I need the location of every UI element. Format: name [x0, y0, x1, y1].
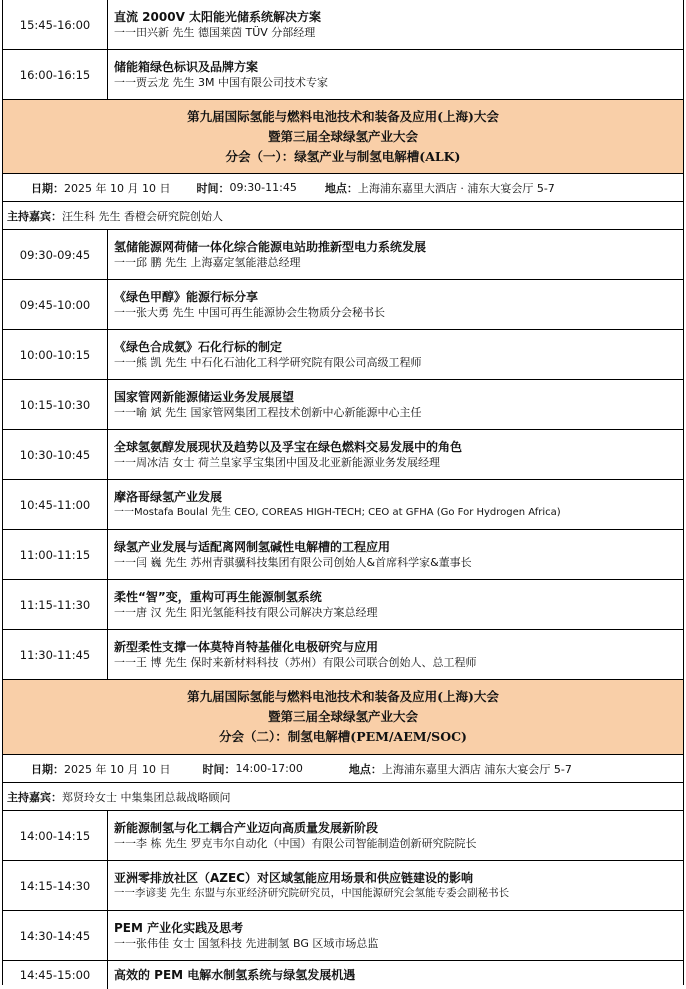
- agenda-row: [3, 480, 683, 530]
- agenda-row: [3, 911, 683, 961]
- host-value: 郑贤玲女士 中集集团总裁战略顾问: [62, 790, 231, 804]
- conference-title: 第九届国际氢能与燃料电池技术和装备及应用(上海)大会: [187, 689, 499, 704]
- speaker-info: 一一邱 鹏 先生 上海嘉定氢能港总经理: [114, 256, 301, 269]
- session-title: 分会（二）：制氢电解槽(PEM/AEM/SOC): [219, 729, 467, 744]
- content-cell: [108, 630, 683, 679]
- talk-title: 《绿色甲醇》能源行标分享: [114, 290, 259, 304]
- agenda-row: [3, 330, 683, 380]
- time-value: 09:30-11:45: [229, 181, 297, 194]
- content-cell: [108, 280, 683, 329]
- talk-title: 《绿色合成氨》石化行标的制定: [114, 340, 283, 354]
- table-frame: [2, 0, 684, 985]
- host-value: 汪生科 先生 香橙会研究院创始人: [62, 209, 223, 223]
- talk-title: PEM 产业化实践及思考: [114, 921, 244, 935]
- talk-title: 柔性“智”变，重构可再生能源制氢系统: [114, 590, 322, 604]
- agenda-row: [3, 0, 683, 50]
- content-cell: [108, 861, 683, 910]
- time-cell: 14:45-15:00: [3, 961, 108, 989]
- agenda-row: [3, 630, 683, 680]
- session-info: [3, 755, 683, 783]
- talk-title: 全球氢氨醇发展现状及趋势以及孚宝在绿色燃料交易发展中的角色: [114, 440, 463, 454]
- time-cell: 14:30-14:45: [3, 911, 108, 960]
- talk-title: 绿氢产业发展与适配离网制氢碱性电解槽的工程应用: [114, 540, 391, 554]
- time-cell: 14:00-14:15: [3, 811, 108, 860]
- content-cell: [108, 480, 683, 529]
- time-cell: 15:45-16:00: [3, 0, 108, 49]
- place-value: 上海浦东嘉里大酒店 · 浦东大宴会厅 5-7: [357, 181, 555, 195]
- content-cell: [108, 0, 683, 49]
- content-cell: [108, 50, 683, 99]
- conference-subtitle: 暨第三届全球绿氢产业大会: [267, 128, 418, 144]
- time-cell: 10:30-10:45: [3, 430, 108, 479]
- host-label: 主持嘉宾：: [7, 209, 62, 223]
- host-row: [3, 783, 683, 811]
- agenda-row: [3, 530, 683, 580]
- place-label: 地点：: [348, 762, 382, 776]
- time-cell: 16:00-16:15: [3, 50, 108, 99]
- date-value: 2025 年 10 月 10 日: [64, 181, 171, 195]
- content-cell: [108, 811, 683, 860]
- speaker-info: 一一王 博 先生 保时来新材料科技（苏州）有限公司联合创始人、总工程师: [114, 656, 477, 669]
- agenda-row: [3, 580, 683, 630]
- time-cell: 14:15-14:30: [3, 861, 108, 910]
- conference-title: 第九届国际氢能与燃料电池技术和装备及应用(上海)大会: [187, 108, 499, 124]
- agenda-row: [3, 230, 683, 280]
- time-cell: 09:30-09:45: [3, 230, 108, 279]
- host-row: [3, 202, 683, 230]
- agenda-row: [3, 430, 683, 480]
- content-cell: [108, 430, 683, 479]
- talk-title: 直流 2000V 太阳能光储系统解决方案: [114, 10, 322, 24]
- session-title: 分会（一）：绿氢产业与制氢电解槽(ALK): [225, 148, 461, 164]
- talk-title: 摩洛哥绿氢产业发展: [114, 490, 223, 504]
- content-cell: [108, 580, 683, 629]
- place-value: 上海浦东嘉里大酒店 浦东大宴会厅 5-7: [381, 762, 572, 776]
- time-cell: 11:30-11:45: [3, 630, 108, 679]
- time-cell: 09:45-10:00: [3, 280, 108, 329]
- content-cell: [108, 911, 683, 960]
- time-label: 时间：: [196, 181, 230, 195]
- speaker-info: 一一张大勇 先生 中国可再生能源协会生物质分会秘书长: [114, 306, 385, 319]
- talk-title: 国家管网新能源储运业务发展展望: [114, 390, 295, 404]
- time-cell: 11:00-11:15: [3, 530, 108, 579]
- talk-title: 储能箱绿色标识及品牌方案: [114, 60, 259, 74]
- time-label: 时间：: [202, 762, 236, 776]
- agenda-row: [3, 811, 683, 861]
- speaker-info: 一一喻 斌 先生 国家管网集团工程技术创新中心新能源中心主任: [114, 406, 422, 419]
- agenda-row: [3, 50, 683, 100]
- date-value: 2025 年 10 月 10 日: [64, 762, 171, 776]
- speaker-info: 一一田兴新 先生 德国莱茵 TÜV 分部经理: [114, 26, 316, 39]
- time-cell: 10:00-10:15: [3, 330, 108, 379]
- content-cell: [108, 530, 683, 579]
- time-value: 14:00-17:00: [235, 762, 303, 775]
- time-cell: 10:15-10:30: [3, 380, 108, 429]
- time-cell: 11:15-11:30: [3, 580, 108, 629]
- talk-title: 新型柔性支撑一体莫特肖特基催化电极研究与应用: [114, 640, 379, 654]
- speaker-info: 一一李谚斐 先生 东盟与东亚经济研究院研究员，中国能源研究会氢能专委会副秘书长: [114, 887, 510, 899]
- session-info: [3, 174, 683, 202]
- speaker-info: 一一张伟佳 女士 国氢科技 先进制氢 BG 区域市场总监: [114, 937, 379, 950]
- place-label: 地点：: [324, 181, 358, 195]
- content-cell: [108, 330, 683, 379]
- talk-title: 新能源制氢与化工耦合产业迈向高质量发展新阶段: [114, 821, 379, 835]
- content-cell: [108, 380, 683, 429]
- talk-title: 高效的 PEM 电解水制氢系统与绿氢发展机遇: [114, 968, 356, 982]
- session-header: [3, 680, 683, 755]
- speaker-info: 一一贾云龙 先生 3M 中国有限公司技术专家: [114, 76, 328, 89]
- speaker-info: 一一李 栋 先生 罗克韦尔自动化（中国）有限公司智能制造创新研究院院长: [114, 837, 477, 850]
- agenda-row: [3, 380, 683, 430]
- conference-subtitle: 暨第三届全球绿氢产业大会: [267, 709, 418, 724]
- date-label: 日期：: [31, 762, 64, 776]
- talk-title: 亚洲零排放社区（AZEC）对区域氢能应用场景和供应链建设的影响: [114, 871, 473, 885]
- content-cell: [108, 230, 683, 279]
- speaker-info: 一一周冰洁 女士 荷兰皇家孚宝集团中国及北亚新能源业务发展经理: [114, 456, 440, 469]
- speaker-info: 一一唐 汉 先生 阳光氢能科技有限公司解决方案总经理: [114, 606, 378, 619]
- agenda-row: [3, 280, 683, 330]
- time-cell: 10:45-11:00: [3, 480, 108, 529]
- agenda-row: [3, 861, 683, 911]
- host-label: 主持嘉宾：: [7, 790, 62, 804]
- speaker-info: 一一闫 巍 先生 苏州青骐骥科技集团有限公司创始人&首席科学家&董事长: [114, 556, 472, 569]
- speaker-info: 一一熊 凯 先生 中石化石油化工科学研究院有限公司高级工程师: [114, 356, 422, 369]
- date-label: 日期：: [31, 181, 64, 195]
- session-header: [3, 100, 683, 174]
- speaker-info: 一一Mostafa Boulal 先生 CEO, COREAS HIGH-TECH; CEO at GFHA (Go For Hydrogen Africa): [114, 507, 561, 518]
- talk-title: 氢储能源网荷储一体化综合能源电站助推新型电力系统发展: [114, 240, 427, 254]
